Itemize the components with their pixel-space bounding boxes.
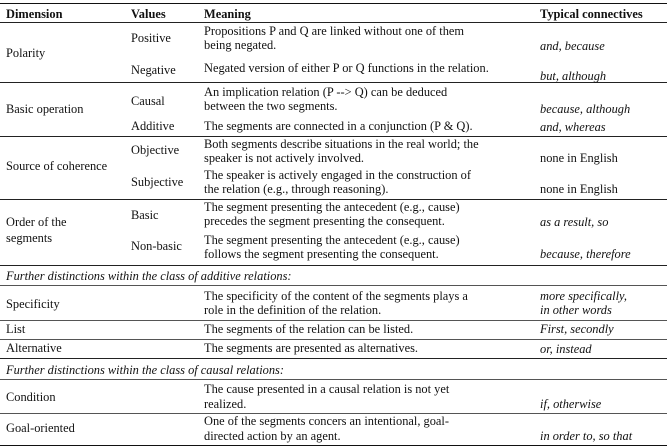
connectives-list: First, secondly (540, 322, 614, 336)
meaning-subjective-line1: The speaker is actively engaged in the construction of (204, 168, 471, 182)
meaning-objective-line1: Both segments describe situations in the real world; the (204, 137, 479, 151)
meaning-additive: The segments are connected in a conjunction (P & Q). (204, 119, 473, 133)
row-rule-order (0, 265, 667, 266)
causal-section-title: Further distinctions within the class of causal relations: (6, 363, 284, 377)
value-negative: Negative (131, 63, 176, 77)
header-rule (0, 22, 667, 23)
meaning-goal-line1: One of the segments concers an intentional, goal- (204, 414, 449, 428)
meaning-nonbasic-line2: follows the segment presenting the consequent. (204, 247, 439, 261)
header-dimension: Dimension (6, 7, 63, 21)
meaning-basic-line2: precedes the segment presenting the consequent. (204, 214, 445, 228)
header-connectives: Typical connectives (540, 7, 643, 21)
dimension-alternative: Alternative (6, 341, 62, 355)
meaning-specificity-line1: The specificity of the content of the segments plays a (204, 289, 468, 303)
row-rule-specificity (0, 320, 667, 321)
table-bottom-rule (0, 445, 667, 446)
meaning-basic-line1: The segment presenting the antecedent (e.g., cause) (204, 200, 460, 214)
dimension-basic-operation: Basic operation (6, 102, 84, 116)
row-rule-causal-title (0, 379, 667, 380)
meaning-subjective-line2: the relation (e.g., through reasoning). (204, 182, 389, 196)
value-objective: Objective (131, 143, 180, 157)
connectives-basic: as a result, so (540, 215, 609, 229)
connectives-negative: but, although (540, 69, 607, 83)
connectives-nonbasic: because, therefore (540, 247, 631, 261)
connectives-objective: none in English (540, 151, 618, 165)
meaning-causal-line2: between the two segments. (204, 99, 338, 113)
connectives-condition: if, otherwise (540, 397, 602, 411)
dimension-polarity: Polarity (6, 46, 46, 60)
meaning-objective-line2: speaker is not actively involved. (204, 151, 365, 165)
value-positive: Positive (131, 31, 171, 45)
meaning-list: The segments of the relation can be listed. (204, 322, 414, 336)
connectives-specificity-line2: in other words (540, 303, 612, 317)
connectives-additive: and, whereas (540, 120, 606, 134)
connectives-alternative: or, instead (540, 342, 592, 356)
dimension-order-line1: Order of the (6, 215, 67, 229)
meaning-condition-line1: The cause presented in a causal relation is not yet (204, 382, 450, 396)
value-causal: Causal (131, 94, 165, 108)
meaning-goal-line2: directed action by an agent. (204, 429, 341, 443)
row-rule-additive-title (0, 285, 667, 286)
connectives-subjective: none in English (540, 182, 618, 196)
value-nonbasic: Non-basic (131, 239, 182, 253)
additive-section-title: Further distinctions within the class of additive relations: (6, 269, 292, 283)
meaning-alternative: The segments are presented as alternatives. (204, 341, 418, 355)
dimension-condition: Condition (6, 390, 56, 404)
dimension-specificity: Specificity (6, 297, 60, 311)
dimension-goal-oriented: Goal-oriented (6, 421, 75, 435)
meaning-nonbasic-line1: The segment presenting the antecedent (e.g., cause) (204, 233, 460, 247)
connectives-positive: and, because (540, 39, 605, 53)
value-additive: Additive (131, 119, 175, 133)
meaning-negative: Negated version of either P or Q functions in the relation. (204, 61, 489, 75)
connectives-specificity-line1: more specifically, (540, 289, 627, 303)
connectives-goal: in order to, so that (540, 429, 633, 443)
dimension-list: List (6, 322, 26, 336)
meaning-causal-line1: An implication relation (P --> Q) can be deduced (204, 85, 448, 99)
meaning-condition-line2: realized. (204, 397, 247, 411)
meaning-positive-line2: being negated. (204, 38, 277, 52)
dimension-source-of-coherence: Source of coherence (6, 159, 108, 173)
table-top-rule (0, 3, 667, 4)
connectives-causal: because, although (540, 102, 631, 116)
value-subjective: Subjective (131, 175, 184, 189)
meaning-specificity-line2: role in the definition of the relation. (204, 303, 382, 317)
header-values: Values (131, 7, 166, 21)
row-rule-list (0, 339, 667, 340)
header-meaning: Meaning (204, 7, 251, 21)
meaning-positive-line1: Propositions P and Q are linked without one of them (204, 24, 465, 38)
row-rule-alternative (0, 358, 667, 359)
value-basic: Basic (131, 208, 159, 222)
dimension-order-line2: segments (6, 231, 53, 245)
